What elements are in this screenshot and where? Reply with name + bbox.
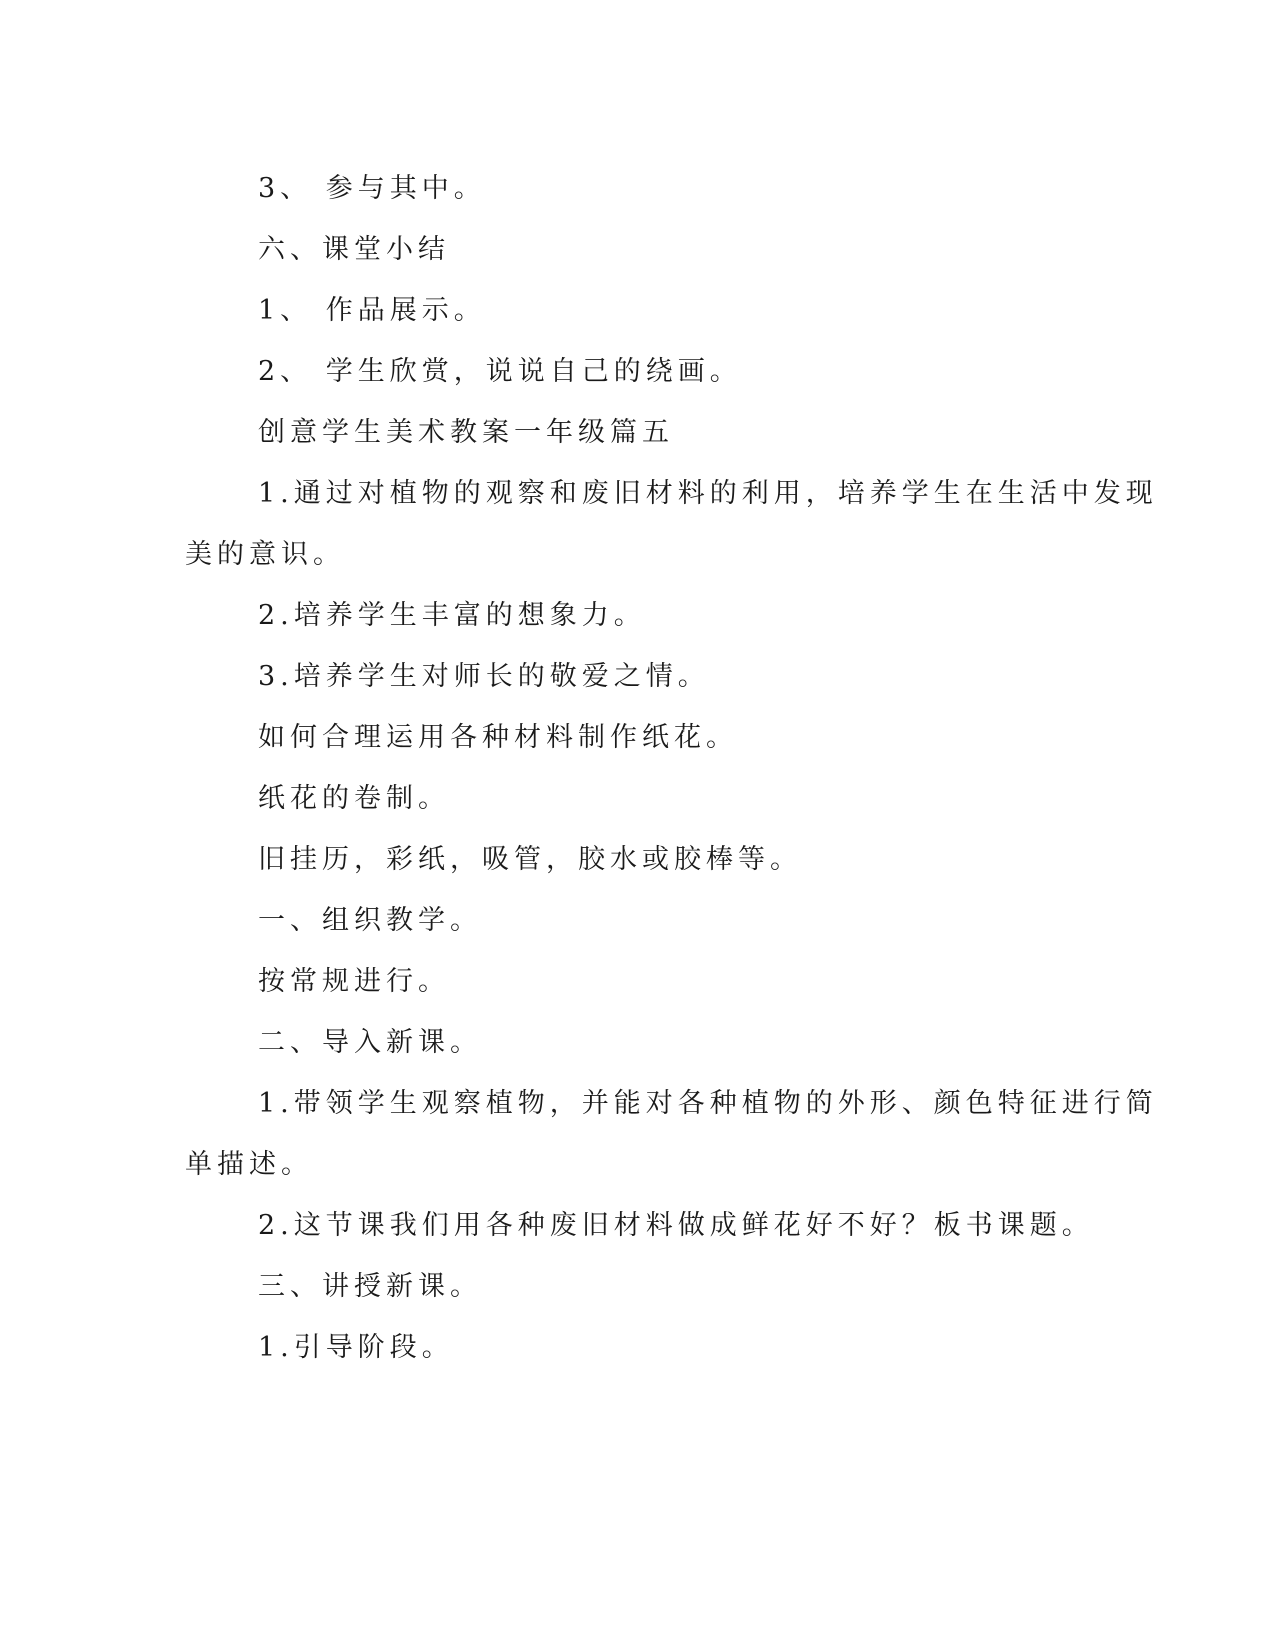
paragraph-line: 2.培养学生丰富的想象力。 (258, 600, 646, 631)
paragraph-line: 3.培养学生对师长的敬爱之情。 (258, 661, 710, 692)
paragraph-line-continued: 单描述。 (185, 1149, 313, 1180)
document-body (185, 158, 1158, 1378)
paragraph-line: 1.通过对植物的观察和废旧材料的利用，培养学生在生活中发现 (258, 478, 1158, 509)
paragraph-line-continued: 美的意识。 (185, 539, 345, 570)
section-heading: 一、组织教学。 (258, 905, 482, 936)
section-heading: 六、课堂小结 (258, 234, 450, 265)
section-heading: 三、讲授新课。 (258, 1271, 482, 1302)
list-item: 3、 参与其中。 (258, 173, 486, 204)
article-title: 创意学生美术教案一年级篇五 (258, 417, 674, 448)
paragraph-line: 如何合理运用各种材料制作纸花。 (258, 722, 738, 753)
paragraph-line: 按常规进行。 (258, 966, 450, 997)
paragraph-line: 1.带领学生观察植物，并能对各种植物的外形、颜色特征进行简 (258, 1088, 1158, 1119)
list-item: 2、 学生欣赏，说说自己的绕画。 (258, 356, 742, 387)
paragraph-line: 纸花的卷制。 (258, 783, 450, 814)
paragraph-line: 2.这节课我们用各种废旧材料做成鲜花好不好？板书课题。 (258, 1210, 1094, 1241)
paragraph-line: 1.引导阶段。 (258, 1332, 454, 1363)
section-heading: 二、导入新课。 (258, 1027, 482, 1058)
paragraph-line: 旧挂历，彩纸，吸管，胶水或胶棒等。 (258, 844, 802, 875)
list-item: 1、 作品展示。 (258, 295, 486, 326)
